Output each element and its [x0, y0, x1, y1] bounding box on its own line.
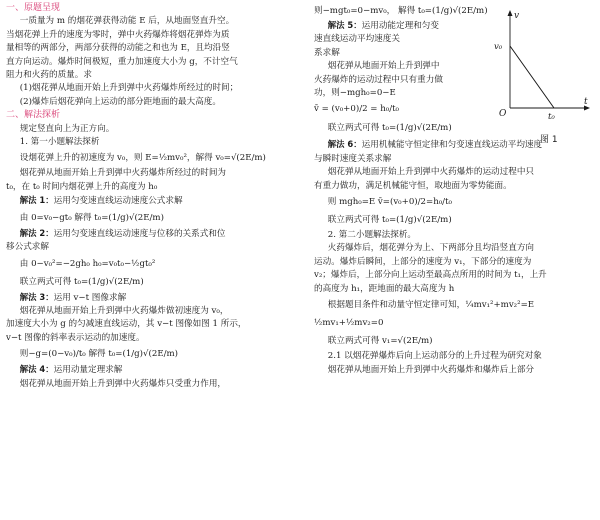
method-5-label: 解法 5： [327, 20, 362, 30]
part-2-line: 的高度为 h₁，距地面的最大高度为 h [314, 283, 455, 294]
problem-line: 直方向运动。爆炸时间极短，重力加速度大小为 g，不计空气 [6, 56, 238, 67]
origin-label: O [499, 109, 507, 119]
part-2-last-line: 烟花弹从地面开始上升到弹中火药爆炸和爆炸后上部分 [327, 364, 535, 375]
method-2-text-cont: 移公式求解 [6, 242, 49, 253]
part-2-line: v₂；爆炸后，上部分向上运动至最高点所用的时间为 t₁，上升 [314, 270, 547, 281]
t-axis-label: t [584, 97, 588, 107]
setup-equation: 设烟花弹上升的初速度为 v₀，则 E=½mv₀²，解得 v₀=√(2E/m) [19, 153, 266, 164]
method-3-line: 烟花弹从地面开始上升到弹中火药爆炸做初速度为 v₀， [19, 305, 229, 316]
part-2-title: 2. 第二小题解法探析。 [327, 230, 417, 241]
method-2-text: 运用匀变速直线运动速度与位移的关系式和位 [53, 228, 226, 239]
method-6-line: 烟花弹从地面开始上升到弹中火药爆炸的运动过程中只 [327, 167, 535, 178]
method-5-line: 烟花弹从地面开始上升到弹中 [327, 61, 440, 72]
method-6-label: 解法 6： [327, 139, 362, 150]
part-2-equation-energy: 根据题目条件和动量守恒定律可知，¼mv₁²+mv₂²=E [327, 300, 535, 311]
method-1-label: 解法 1： [19, 195, 54, 206]
problem-line: 阻力和火药的质量。求 [6, 70, 92, 81]
method-1-text: 运用匀变速直线运动速度公式求解 [53, 196, 183, 207]
method-5-average-velocity: v̄ = (v₀+0)/2 = h₀/t₀ [314, 104, 399, 115]
method-5-result: 联立两式可得 t₀=(1/g)√(2E/m) [327, 123, 452, 134]
velocity-line [510, 46, 554, 108]
method-4-label: 解法 4： [19, 364, 54, 375]
method-4-equation: 则−mgt₀=0−mv₀， 解得 t₀=(1/g)√(2E/m) [314, 6, 488, 16]
method-3-heading [6, 291, 296, 305]
method-3-line: v−t 图像的斜率表示运动的加速度。 [6, 332, 145, 343]
analysis-line: t₀，在 t₀ 时间内烟花弹上升的高度为 h₀ [6, 181, 158, 192]
method-3-equation: 则−g=(0−v₀)/t₀ 解得 t₀=(1/g)√(2E/m) [19, 349, 179, 360]
part-2-equation-momentum: ½mv₁+½mv₂=0 [314, 318, 384, 329]
v0-label: v₀ [494, 42, 503, 52]
v-axis-arrow-icon [508, 10, 513, 16]
left-column [6, 0, 296, 391]
method-2-label: 解法 2： [19, 227, 54, 238]
figure-1-vt-graph [488, 4, 596, 150]
section-title-analysis: 二、解法探析 [6, 110, 61, 121]
method-5-line: 火药爆炸的运动过程中只有重力做 [314, 74, 443, 85]
part-2-line: 火药爆炸后，烟花弹分为上、下两部分且均沿竖直方向 [327, 243, 535, 254]
method-5-text: 运用动能定理和匀变 [361, 21, 439, 31]
method-6-text: 运用机械能守恒定律和匀变速直线运动平均速度 [361, 140, 543, 151]
method-3-label: 解法 3： [19, 291, 54, 302]
question-1: (1)烟花弹从地面开始上升到弹中火药爆炸所经过的时间； [19, 83, 239, 94]
method-5-heading [314, 19, 484, 33]
method-1-heading [6, 194, 296, 208]
method-2-equation: 由 0−v₀²=−2gh₀ h₀=v₀t₀−½gt₀² [19, 258, 156, 269]
method-6-line: 有重力做功，满足机械能守恒，取地面为零势能面。 [314, 180, 512, 191]
t0-label: t₀ [548, 112, 555, 122]
problem-line: 一质量为 m 的烟花弹获得动能 E 后，从地面竖直升空。 [19, 16, 235, 27]
convention-text: 规定竖直向上为正方向。 [19, 123, 115, 134]
method-5-block [314, 19, 484, 118]
problem-line: 当烟花弹上升的速度为零时，弹中火药爆炸将烟花弹炸为质 [6, 29, 230, 40]
method-1-equation: 由 0=v₀−gt₀ 解得 t₀=(1/g)√(2E/m) [19, 212, 164, 223]
method-4-text: 运用动量定理求解 [53, 365, 123, 376]
figure-caption: 图 1 [540, 135, 558, 145]
v-axis-label: v [514, 11, 520, 21]
method-3-line: 加速度大小为 g 的匀减速直线运动，其 v−t 图像如图 1 所示， [6, 319, 247, 330]
part-2-result: 联立两式可得 v₁=√(2E/m) [327, 336, 433, 347]
method-5-line: 功，则−mgh₀=0−E [314, 88, 396, 99]
method-6-text-cont: 与瞬时速度关系求解 [314, 153, 392, 164]
analysis-line: 烟花弹从地面开始上升到弹中火药爆炸所经过的时间为 [19, 168, 227, 179]
part-1-title: 1. 第一小题解法探析 [19, 137, 100, 148]
method-5-text-cont: 系求解 [314, 47, 340, 58]
part-2-subsection: 2.1 以烟花弹爆炸后向上运动部分的上升过程为研究对象 [327, 351, 542, 362]
method-6-equation: 则 mgh₀=E v̄=(v₀+0)/2=h₀/t₀ [327, 197, 452, 208]
method-6-result: 联立两式可得 t₀=(1/g)√(2E/m) [327, 215, 452, 226]
method-3-text: 运用 v−t 图像求解 [53, 292, 127, 303]
method-4-line: 烟花弹从地面开始上升到弹中火药爆炸只受重力作用， [19, 378, 227, 389]
section-title-problem: 一、原题呈现 [6, 3, 61, 13]
method-4-heading [6, 363, 296, 377]
method-2-result: 联立两式可得 t₀=(1/g)√(2E/m) [19, 276, 144, 287]
method-5-text-cont: 速直线运动平均速度关 [314, 34, 400, 45]
problem-line: 量相等的两部分，两部分获得的动能之和也为 E，且均沿竖 [6, 43, 230, 54]
question-2: (2)爆炸后烟花弹向上运动的部分距地面的最大高度。 [19, 96, 221, 107]
part-2-line: 运动。爆炸后瞬间，上部分的速度为 v₁，下部分的速度为 [314, 256, 532, 267]
method-2-heading [6, 227, 296, 241]
